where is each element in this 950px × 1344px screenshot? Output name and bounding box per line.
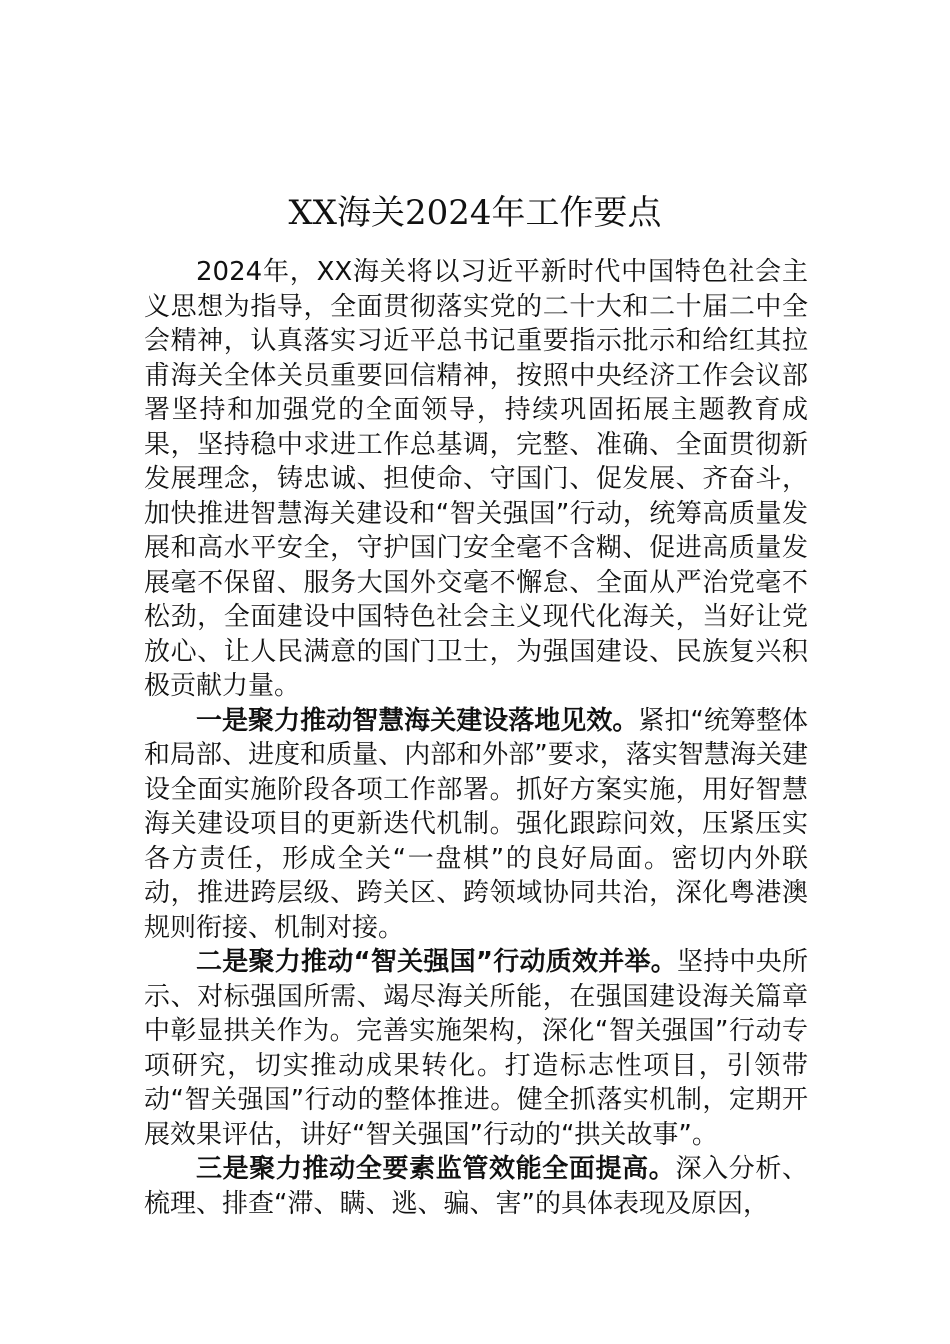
paragraph-lead: 二是聚力推动“智关强国”行动质效并举。 <box>196 947 677 977</box>
paragraph-lead: 一是聚力推动智慧海关建设落地见效。 <box>196 705 639 736</box>
paragraph-lead: 三是聚力推动全要素监管效能全面提高。 <box>196 1154 676 1184</box>
paragraph-intro <box>144 255 808 704</box>
paragraph-text: 2024年，XX海关将以习近平新时代中国特色社会主义思想为指导，全面贯彻落实党的二十大和二十届二中全会精神，认真落实习近平总书记重要指示批示和给红其拉甫海关全体关员重要回信精神，按照中央经济工作会议部署坚持和加强党的全面领导，持续巩固拓展主题教育成果，坚持稳中求进工作总基调，完整、准确、全面贯彻新发展理念，铸忠诚、担使命、守国门、促发展、齐奋斗，加快推进智慧海关建设和“智关强国”行动，统筹高质量发展和高水平安全，守护国门安全毫不含糊、促进高质量发展毫不保留、服务大国外交毫不懈怠、全面从严治党毫不松劲，全面建设中国特色社会主义现代化海关，当好让党放心、让人民满意的国门卫士，为强国建设、民族复兴积极贡献力量。 <box>144 257 808 701</box>
paragraph-text: 紧扣“统筹整体和局部、进度和质量、内部和外部”要求，落实智慧海关建设全面实施阶段各项工作部署。抓好方案实施，用好智慧海关建设项目的更新迭代机制。强化跟踪问效，压紧压实各方责任，形成全关“一盘棋”的良好局面。密切内外联动，推进跨层级、跨关区、跨领域协同共治，深化粤港澳规则衔接、机制对接。 <box>144 705 808 943</box>
paragraph-point-3 <box>144 1152 808 1221</box>
document-title: XX海关2024年工作要点 <box>288 192 662 233</box>
paragraph-text: 坚持中央所示、对标强国所需、竭尽海关所能，在强国建设海关篇章中彰显拱关作为。完善实施架构，深化“智关强国”行动专项研究，切实推动成果转化。打造标志性项目，引领带动“智关强国”行动的整体推进。健全抓落实机制，定期开展效果评估，讲好“智关强国”行动的“拱关故事”。 <box>144 947 808 1150</box>
paragraph-text: 深入分析、梳理、排查“滞、瞒、逃、骗、害”的具体表现及原因， <box>144 1154 808 1219</box>
document-body <box>144 255 808 1221</box>
paragraph-point-2 <box>144 945 808 1152</box>
paragraph-point-1 <box>144 704 808 946</box>
